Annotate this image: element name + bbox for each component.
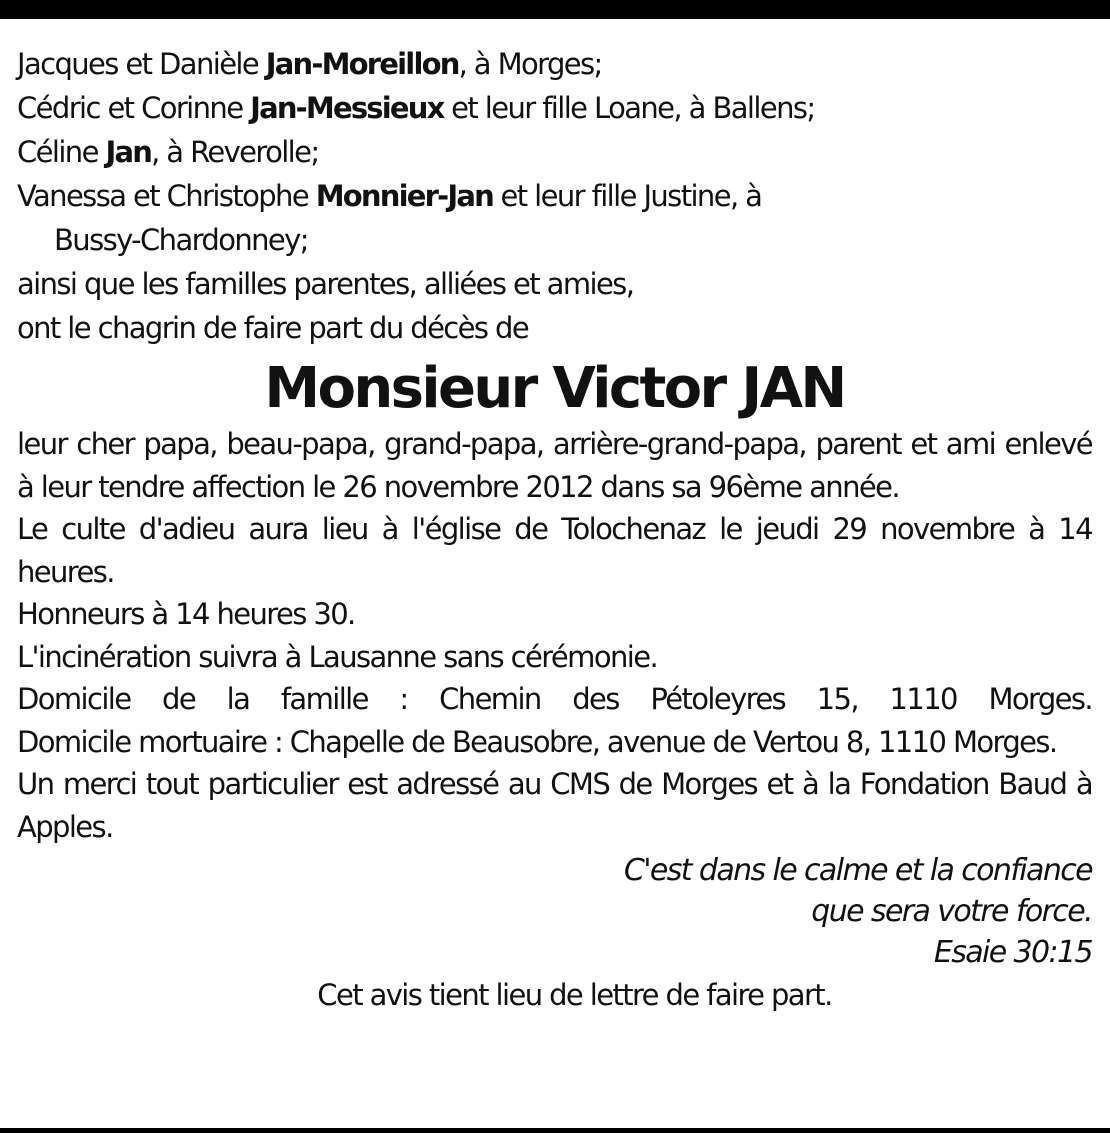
family-surname: Monnier-Jan <box>315 179 493 213</box>
family-line <box>17 42 1092 86</box>
family-line <box>17 130 1092 174</box>
announcement-line: ont le chagrin de faire part du décès de <box>17 311 529 345</box>
bottom-border-rule <box>0 1128 1110 1133</box>
deceased-name: Monsieur Victor JAN <box>264 356 845 421</box>
family-home-line: Domicile de la famille : Chemin des Pétoleyres 15, 1110 Morges. <box>17 682 1092 716</box>
family-surname: Jan-Messieux <box>250 91 444 125</box>
cremation-line: L'incinération suivra à Lausanne sans cérémonie. <box>17 639 658 674</box>
family-list <box>17 42 1092 262</box>
relatives-line: ainsi que les familles parentes, alliées et amies, <box>17 267 634 301</box>
family-line-text: Jacques et Danièle <box>17 47 266 81</box>
honors-line: Honneurs à 14 heures 30. <box>17 597 355 631</box>
family-line-text: Cédric et Corinne <box>17 91 251 125</box>
quote-reference: Esaie 30:15 <box>933 935 1092 970</box>
closing-note: Cet avis tient lieu de lettre de faire part. <box>317 978 832 1012</box>
top-border-rule <box>0 0 1110 19</box>
family-line <box>17 86 1092 130</box>
service-paragraph: Le culte d'adieu aura lieu à l'église de Tolochenaz le jeudi 29 novembre à 14 heures. <box>17 512 1092 589</box>
family-surname: Jan-Moreillon <box>265 47 459 81</box>
mortuary-paragraph: Domicile mortuaire : Chapelle de Beausobre, avenue de Vertou 8, 1110 Morges. <box>17 724 1057 759</box>
obituary-notice <box>17 42 1092 1017</box>
quote-line: C'est dans le calme et la confiance <box>623 853 1092 888</box>
family-surname: Jan <box>105 135 152 169</box>
family-line-continuation: Bussy-Chardonney; <box>54 223 308 257</box>
family-line-text: , à Morges; <box>458 47 602 81</box>
tribute-paragraph: leur cher papa, beau-papa, grand-papa, arrière-grand-papa, parent et ami enlevé à leur tendre affection le 26 novembre 2012 dans sa 96ème année. <box>17 427 1092 504</box>
family-line-text: Vanessa et Christophe <box>17 179 316 213</box>
bible-quote <box>17 850 1092 973</box>
family-line-text: et leur fille Loane, à Ballens; <box>443 91 815 125</box>
thanks-paragraph: Un merci tout particulier est adressé au CMS de Morges et à la Fondation Baud à Apples. <box>17 767 1092 844</box>
quote-line: que sera votre force. <box>811 894 1092 929</box>
family-line-text: et leur fille Justine, à <box>492 179 762 213</box>
family-line-text: , à Reverolle; <box>151 135 319 169</box>
family-line-text: Céline <box>17 135 106 169</box>
family-line <box>17 174 1092 218</box>
